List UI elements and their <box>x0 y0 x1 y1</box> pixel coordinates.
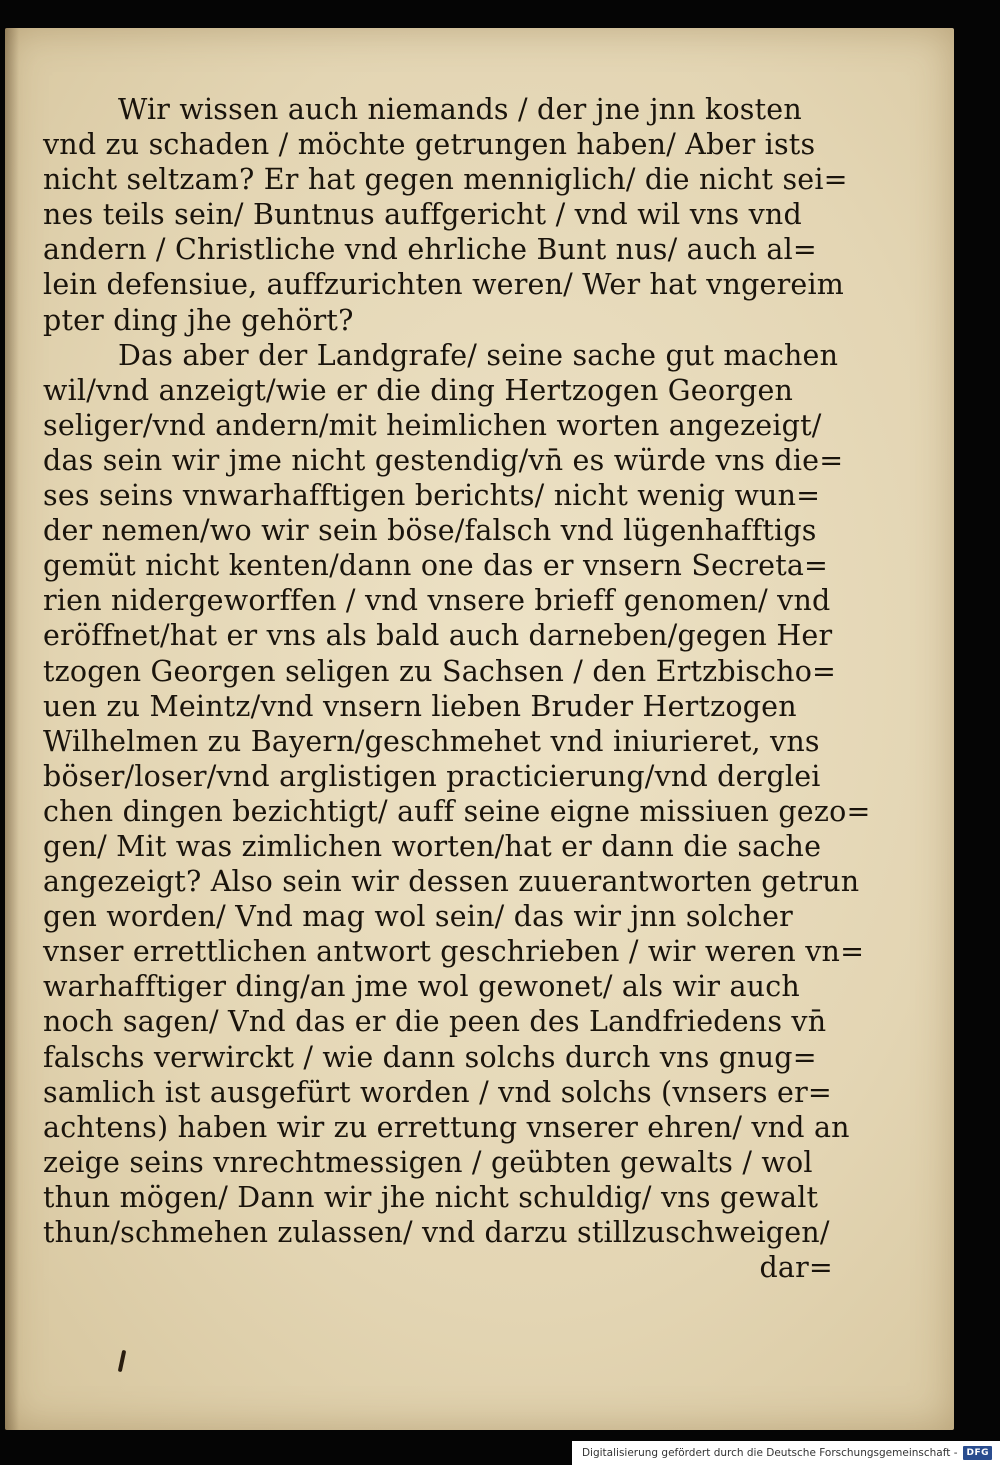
page-text-block <box>43 92 871 1285</box>
ink-mark <box>118 1350 126 1372</box>
text-line: falschs verwirckt / wie dann solchs durch vns gnug= <box>43 1040 817 1074</box>
text-line: tzogen Georgen seligen zu Sachsen / den Ertzbischo= <box>43 654 837 688</box>
text-line: vnd zu schaden / möchte getrungen haben/ Aber ists <box>43 128 816 162</box>
text-line: uen zu Meintz/vnd vnsern lieben Bruder Hertzogen <box>43 689 797 723</box>
text-line: lein defensiue, auffzurichten weren/ Wer hat vngereim <box>43 268 845 302</box>
text-line: zeige seins vnrechtmessigen / geübten gewalts / wol <box>43 1145 813 1179</box>
text-line: pter ding jhe gehört? <box>43 303 354 337</box>
text-line: nicht seltzam? Er hat gegen menniglich/ die nicht sei= <box>43 163 848 197</box>
dfg-logo-icon: DFG <box>963 1446 992 1460</box>
text-line: Das aber der Landgrafe/ seine sache gut machen <box>118 338 839 372</box>
text-line: der nemen/wo wir sein böse/falsch vnd lügenhafftigs <box>43 514 817 548</box>
text-line: chen dingen bezichtigt/ auff seine eigne missiuen gezo= <box>43 794 871 828</box>
text-line: seliger/vnd andern/mit heimlichen worten angezeigt/ <box>43 408 822 442</box>
text-line: Wir wissen auch niemands / der jne jnn kosten <box>118 93 802 126</box>
text-line: andern / Christliche vnd ehrliche Bunt nus/ auch al= <box>43 233 817 267</box>
text-line: ses seins vnwarhafftigen berichts/ nicht wenig wun= <box>43 479 821 513</box>
funding-text: Digitalisierung gefördert durch die Deutsche Forschungsgemeinschaft - <box>581 1447 958 1459</box>
text-line: wil/vnd anzeigt/wie er die ding Hertzogen Georgen <box>43 373 794 407</box>
text-line: angezeigt? Also sein wir dessen zuuerantworten getrun <box>43 865 860 899</box>
text-line: warhafftiger ding/an jme wol gewonet/ als wir auch <box>43 970 800 1004</box>
text-line: thun/schmehen zulassen/ vnd darzu stillzuschweigen/ <box>43 1216 830 1249</box>
funding-footer <box>572 1441 1000 1465</box>
text-line: das sein wir jme nicht gestendig/vn̄ es würde vns die= <box>43 443 844 477</box>
text-line: thun mögen/ Dann wir jhe nicht schuldig/ vns gewalt <box>43 1180 819 1214</box>
catchword: dar= <box>759 1251 833 1285</box>
text-line: Wilhelmen zu Bayern/geschmehet vnd iniurieret, vns <box>43 724 820 758</box>
text-line: achtens) haben wir zu errettung vnserer ehren/ vnd an <box>43 1110 850 1144</box>
text-line: samlich ist ausgefürt worden / vnd solchs (vnsers er= <box>43 1075 832 1109</box>
text-line: gen worden/ Vnd mag wol sein/ das wir jnn solcher <box>43 900 793 934</box>
text-line: nes teils sein/ Buntnus auffgericht / vnd wil vns vnd <box>43 198 802 232</box>
text-line: böser/loser/vnd arglistigen practicierung/vnd derglei <box>43 759 821 793</box>
text-line: rien nidergeworffen / vnd vnsere brieff genomen/ vnd <box>43 584 831 618</box>
text-line: gen/ Mit was zimlichen worten/hat er dann die sache <box>43 829 822 863</box>
text-line: noch sagen/ Vnd das er die peen des Landfriedens vn̄ <box>43 1005 827 1039</box>
text-line: gemüt nicht kenten/dann one das er vnsern Secreta= <box>43 549 829 583</box>
text-line: eröffnet/hat er vns als bald auch darneben/gegen Her <box>43 619 833 653</box>
text-line: vnser errettlichen antwort geschrieben / wir weren vn= <box>43 935 865 969</box>
book-page <box>5 28 954 1430</box>
